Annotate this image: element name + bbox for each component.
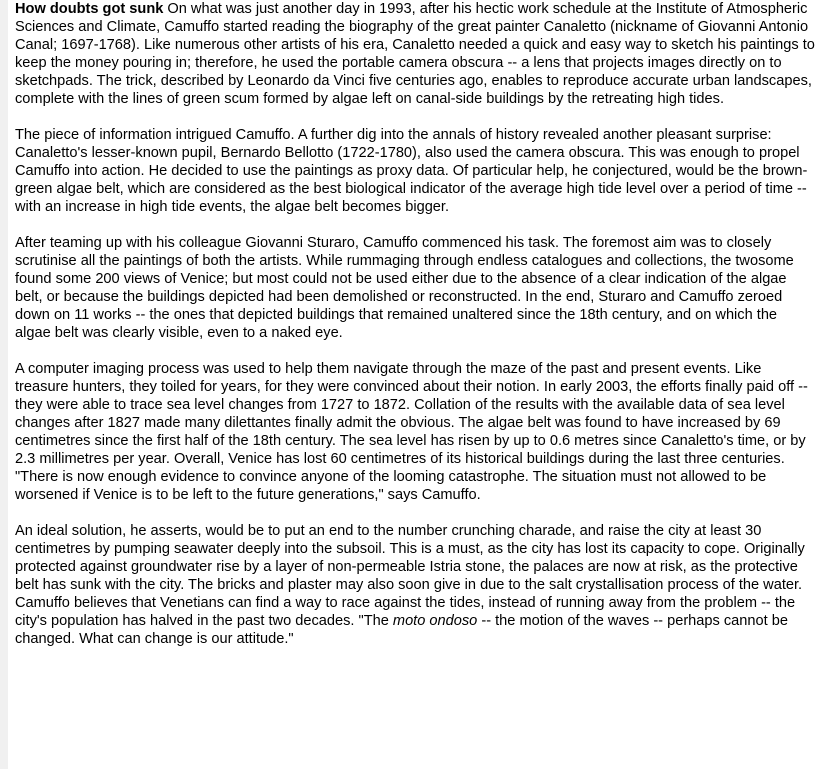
page [8, 0, 823, 769]
article-headline: How doubts got sunk [15, 1, 164, 17]
paragraph-5-text-after: -- the motion of the waves -- perhaps cannot be changed. What can change is our attitude." [15, 613, 788, 647]
paragraph-1 [15, 0, 815, 108]
article-body [15, 0, 815, 648]
paragraph-5-text-before: An ideal solution, he asserts, would be to put an end to the number crunching charade, and raise the city at least 30 centimetres by pumping seawater deeply into the subsoil. This is a must, as the city has lost its capacity to cope. Originally protected against groundwater rise by a layer of non-permeable Istria stone, the palaces are now at risk, as the protective belt has sunk with the city. The bricks and plaster may also soon give in due to the salt crystallisation process of the water. Camuffo believes that Venetians can find a way to race against the tides, instead of running away from the problem -- the city's population has halved in the past two decades. "The [15, 523, 805, 629]
paragraph-1-text: On what was just another day in 1993, after his hectic work schedule at the Institute of Atmospheric Sciences and Climate, Camuffo started reading the biography of the great painter Canaletto (nickname of Giovanni Antonio Canal; 1697-1768). Like numerous other artists of his era, Canaletto needed a quick and easy way to sketch his paintings to keep the money pouring in; therefore, he used the portable camera obscura -- a lens that projects images directly on to sketchpads. The trick, described by Leonardo da Vinci five centuries ago, enables to reproduce accurate urban landscapes, complete with the lines of green scum formed by algae left on canal-side buildings by the retreating high tides. [15, 1, 815, 107]
paragraph-3: After teaming up with his colleague Giovanni Sturaro, Camuffo commenced his task. The foremost aim was to closely scrutinise all the paintings of both the artists. While rummaging through endless catalogues and collections, the twosome found some 200 views of Venice; but most could not be used either due to the absence of a clear indication of the algae belt, or because the buildings depicted had been demolished or reconstructed. In the end, Sturaro and Camuffo zeroed down on 11 works -- the ones that depicted buildings that remained unaltered since the 18th century, and on which the algae belt was clearly visible, even to a naked eye. [15, 235, 794, 341]
paragraph-5-emphasis: moto ondoso [392, 613, 478, 629]
paragraph-5 [15, 522, 815, 648]
paragraph-2: The piece of information intrigued Camuffo. A further dig into the annals of history revealed another pleasant surprise: Canaletto's lesser-known pupil, Bernardo Bellotto (1722-1780), also used the camera obscura. This was enough to propel Camuffo into action. He decided to use the paintings as proxy data. Of particular help, he conjectured, would be the brown-green algae belt, which are considered as the best biological indicator of the average high tide level over a period of time -- with an increase in high tide events, the algae belt becomes bigger. [15, 127, 808, 215]
paragraph-4: A computer imaging process was used to help them navigate through the maze of the past and present events. Like treasure hunters, they toiled for years, for they were convinced about their notion. In early 2003, the efforts finally paid off -- they were able to trace sea level changes from 1727 to 1872. Collation of the results with the available data of sea level changes after 1827 made many dilettantes finally admit the obvious. The algae belt was found to have increased by 69 centimetres since the first half of the 18th century. The sea level has risen by up to 0.6 metres since Canaletto's time, or by 2.3 millimetres per year. Overall, Venice has lost 60 centimetres of its historical buildings during the last three centuries. "There is now enough evidence to convince anyone of the looming catastrophe. The situation must not allowed to be worsened if Venice is to be left to the future generations," says Camuffo. [15, 361, 808, 503]
